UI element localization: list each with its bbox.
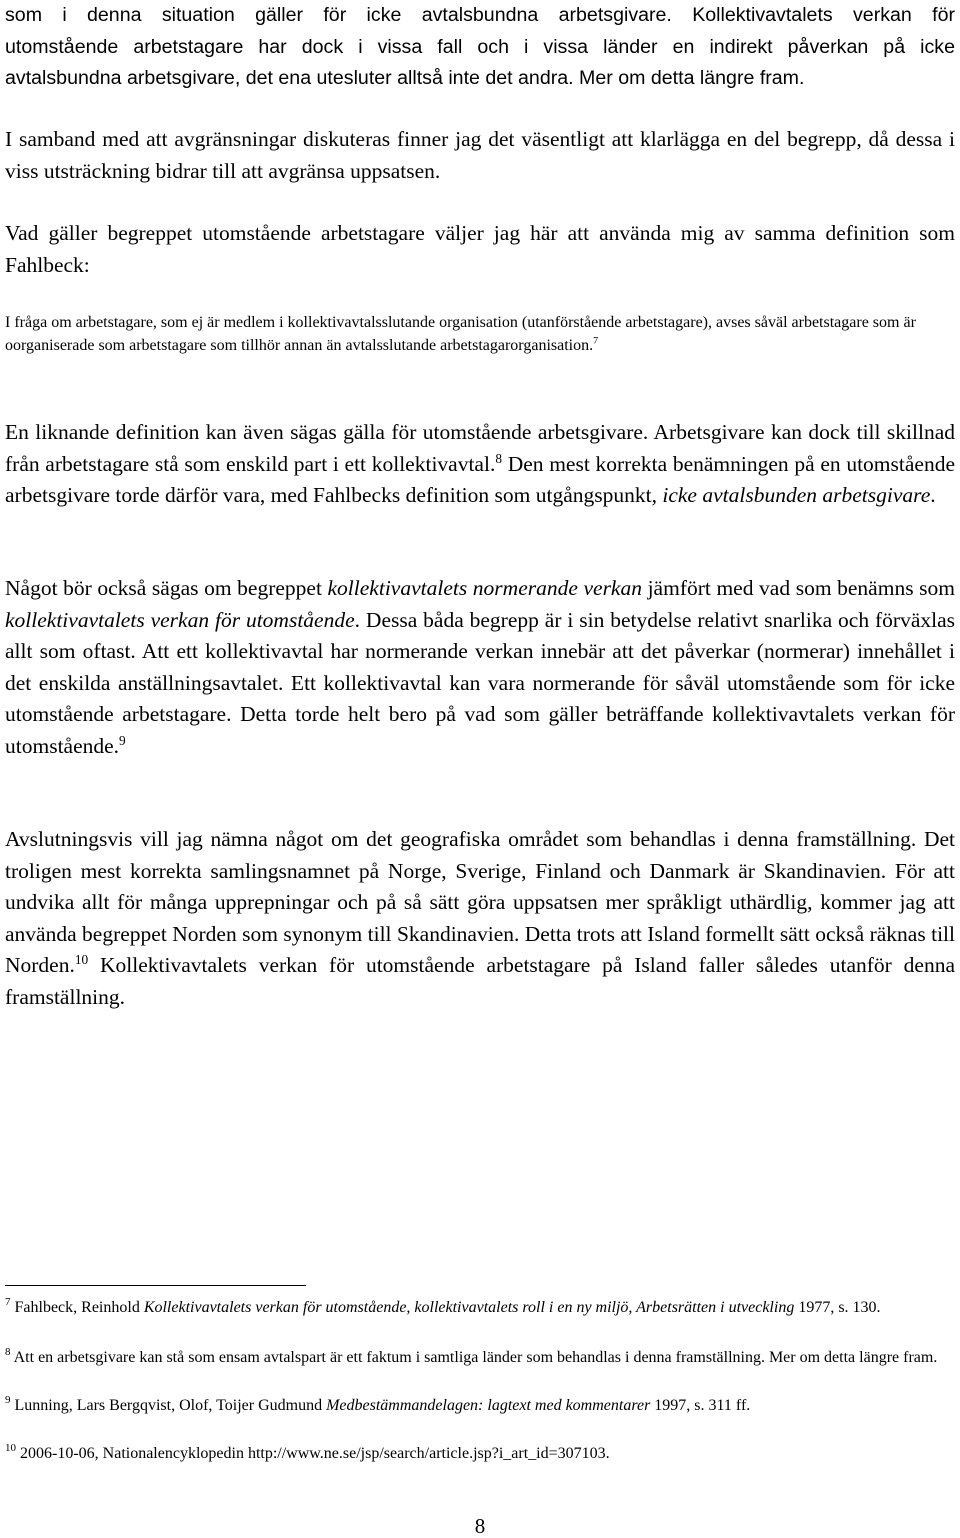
paragraph-intro-continuation (5, 0, 955, 95)
footnote-number: 7 (5, 1296, 11, 1308)
text-run: Fahlbeck, Reinhold (14, 1299, 144, 1316)
text-run: Något bör också sägas om begreppet (5, 576, 328, 600)
emphasis: Medbestämmandelagen: lagtext med kommentarer (326, 1397, 651, 1414)
emphasis: kollektivavtalets verkan för utomstående (5, 607, 355, 632)
block-quote (5, 312, 943, 357)
footnote-number: 10 (5, 1442, 16, 1454)
footnote-number: 8 (5, 1346, 11, 1358)
text-run: Kollektivavtalets verkan för utomstående arbetstagare på Island faller således utanför denna framställning. (5, 953, 955, 1009)
footnote-ref-7[interactable]: 7 (593, 335, 599, 347)
text-run: Den mest korrekta benämningen på en utomstående arbetsgivare torde därför vara, med Fahlbecks definition som utgångspunkt, (5, 451, 955, 508)
emphasis: kollektivavtalets normerande verkan (327, 576, 642, 600)
footnote-separator (5, 1285, 306, 1286)
text-run: . Dessa båda begrepp är i sin betydelse relativt snarlika och förväxlas allt som oftast. Att ett kollektivavtal har normerande verkan innebär att det påverkar (normerar) innehållet i det enskilda anställningsavtalet. Ett kollektivavtal kan vara normerande för såväl utomstående som för icke utomstående arbetstagare. Detta torde helt bero på vad som gäller beträffande kollektivavtalets verkan för utomstående. (5, 607, 955, 758)
paragraph-employer-definition (5, 417, 955, 512)
intro-line-2: utomstående arbetstagare har dock i vissa fall och i vissa länder en indirekt påverkan på icke (5, 35, 955, 58)
footnote-8 (5, 1346, 951, 1370)
footnote-ref-10[interactable]: 10 (74, 952, 89, 968)
text-run: 1977, s. 130. (794, 1299, 881, 1316)
paragraph-definition-intro: Vad gäller begreppet utomstående arbetstagare väljer jag här att använda mig av samma definition som Fahlbeck: (5, 221, 955, 277)
text-run: jämfört med vad som benämns som (641, 576, 955, 600)
text-run: . (930, 483, 936, 508)
page-number: 8 (474, 1514, 486, 1538)
footnote-10 (5, 1442, 951, 1466)
footnote-number: 9 (5, 1394, 11, 1406)
emphasis: Kollektivavtalets verkan för utomstående, kollektivavtalets roll i en ny miljö, Arbetsrätten i utveckling (143, 1299, 795, 1316)
footnote-ref-9[interactable]: 9 (119, 732, 126, 748)
text-run: Avslutningsvis vill jag nämna något om det geografiska området som behandlas i denna framställning. Det troligen mest korrekta samlingsnamnet på Norge, Sverige, Finland och Danmark är Skandinavien. För att undvika allt för många upprepningar och på så sätt göra uppsatsen mer språkligt uthärdlig, kommer jag att använda begreppet Norden som synonym till Skandinavien. Detta trots att Island formellt sätt också räknas till Norden. (5, 827, 955, 978)
text-run: 1997, s. 311 ff. (650, 1397, 751, 1414)
paragraph-geography (5, 824, 955, 1014)
emphasis: icke avtalsbunden arbetsgivare (662, 483, 931, 508)
intro-line-1: som i denna situation gäller för icke avtalsbundna arbetsgivare. Kollektivavtalets verkan för (5, 4, 955, 26)
paragraph-scope: I samband med att avgränsningar diskuteras finner jag det väsentligt att klarlägga en del begrepp, då dessa i viss utsträckning bidrar till att avgränsa uppsatsen. (5, 127, 955, 183)
footnote-ref-8[interactable]: 8 (495, 450, 502, 466)
block-quote-text: I fråga om arbetstagare, som ej är medlem i kollektivavtalsslutande organisation (utanförstående arbetstagare), avses såväl arbetstagare som är oorganiserade som arbetstagare som tillhör annan än avtalsslutande arbetstagarorganisation. (5, 314, 916, 354)
paragraph-normative-effect (5, 573, 955, 763)
text-run: Att en arbetsgivare kan stå som ensam avtalspart är ett faktum i samtliga länder som behandlas i denna framställning. Mer om detta längre fram. (13, 1349, 938, 1366)
footnote-9 (5, 1394, 951, 1418)
footnote-link-text[interactable]: 2006-10-06, Nationalencyklopedin http://www.ne.se/jsp/search/article.jsp?i_art_id=307103. (20, 1445, 610, 1462)
text-run: En liknande definition kan även sägas gälla för utomstående arbetsgivare. Arbetsgivare kan dock till skillnad från arbetstagare stå som enskild part i ett kollektivavtal. (5, 420, 955, 476)
intro-line-3: avtalsbundna arbetsgivare, det ena utesluter alltså inte det andra. Mer om detta längre fram. (5, 67, 805, 89)
footnote-7 (5, 1296, 951, 1320)
text-run: Lunning, Lars Bergqvist, Olof, Toijer Gudmund (14, 1397, 327, 1414)
